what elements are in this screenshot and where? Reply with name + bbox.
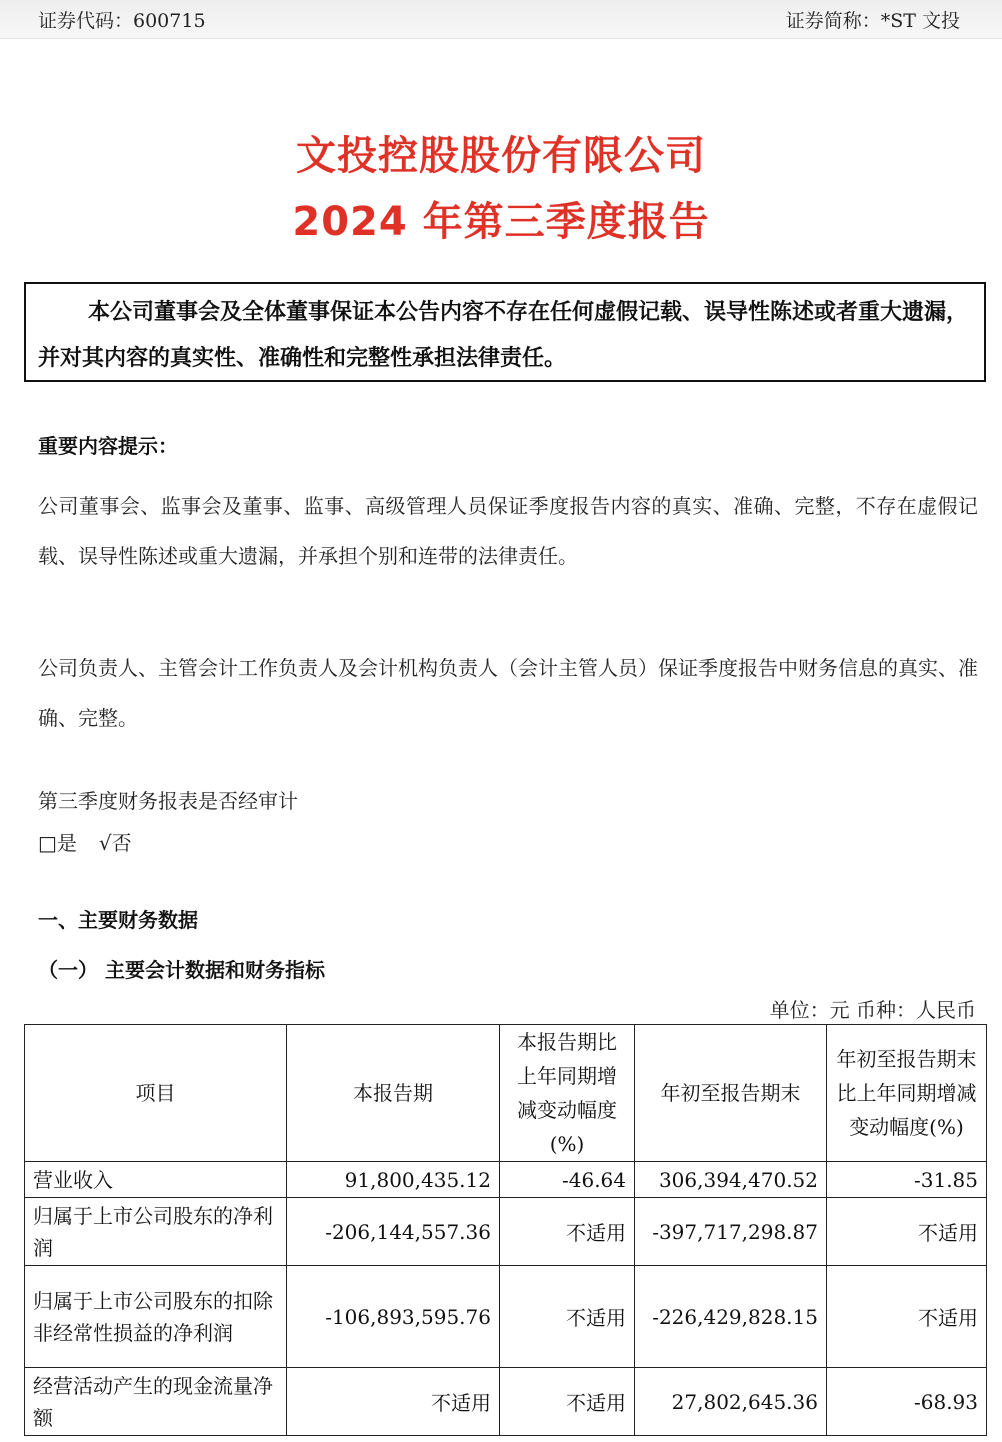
row-current-change: -46.64 [500, 1162, 635, 1198]
section-subheading: （一） 主要会计数据和财务指标 [38, 958, 325, 982]
audit-option-yes: □是 [38, 831, 77, 855]
document-title-report: 2024 年第三季度报告 [292, 199, 710, 245]
row-ytd: 27,802,645.36 [635, 1368, 827, 1436]
row-current: -206,144,557.36 [287, 1198, 500, 1266]
stock-code: 证券代码：600715 [38, 10, 206, 32]
unit-currency-note: 单位：元 币种：人民币 [769, 998, 976, 1022]
row-current: 91,800,435.12 [287, 1162, 500, 1198]
table-row [25, 1198, 987, 1266]
section-heading: 一、主要财务数据 [38, 908, 198, 932]
row-ytd: 306,394,470.52 [635, 1162, 827, 1198]
row-ytd-change: -31.85 [827, 1162, 987, 1198]
row-current-change: 不适用 [500, 1368, 635, 1436]
col-header-ytd: 年初至报告期末 [635, 1025, 827, 1162]
document-title-company: 文投控股股份有限公司 [296, 133, 706, 179]
row-item: 营业收入 [25, 1162, 287, 1198]
col-header-item: 项目 [25, 1025, 287, 1162]
stock-abbreviation: 证券简称：*ST 文投 [785, 10, 960, 32]
important-paragraph-2: 公司负责人、主管会计工作负责人及会计机构负责人（会计主管人员）保证季度报告中财务信息的真实、准确、完整。 [38, 656, 978, 730]
audit-options [38, 818, 978, 868]
table-row [25, 1266, 987, 1368]
row-current-change: 不适用 [500, 1266, 635, 1368]
important-notice-heading: 重要内容提示： [38, 434, 178, 458]
row-ytd-change: -68.93 [827, 1368, 987, 1436]
col-header-ytd-change: 年初至报告期末比上年同期增减变动幅度(%) [827, 1025, 987, 1162]
row-current: -106,893,595.76 [287, 1266, 500, 1368]
financial-data-table [24, 1024, 987, 1436]
table-header-row [25, 1025, 987, 1162]
col-header-current-change: 本报告期比上年同期增减变动幅度(%) [500, 1025, 635, 1162]
row-item: 归属于上市公司股东的净利润 [25, 1198, 287, 1266]
important-paragraph-1: 公司董事会、监事会及董事、监事、高级管理人员保证季度报告内容的真实、准确、完整，不存在虚假记载、误导性陈述或重大遗漏，并承担个别和连带的法律责任。 [38, 494, 978, 568]
row-ytd: -397,717,298.87 [635, 1198, 827, 1266]
row-current-change: 不适用 [500, 1198, 635, 1266]
audit-question: 第三季度财务报表是否经审计 [38, 789, 298, 813]
row-ytd-change: 不适用 [827, 1198, 987, 1266]
row-ytd: -226,429,828.15 [635, 1266, 827, 1368]
row-item: 归属于上市公司股东的扣除非经常性损益的净利润 [25, 1266, 287, 1368]
audit-option-no: √否 [98, 831, 132, 855]
row-current: 不适用 [287, 1368, 500, 1436]
table-row [25, 1368, 987, 1436]
table-row [25, 1162, 987, 1198]
board-guarantee-notice: 本公司董事会及全体董事保证本公告内容不存在任何虚假记载、误导性陈述或者重大遗漏，并对其内容的真实性、准确性和完整性承担法律责任。 [24, 282, 986, 382]
row-ytd-change: 不适用 [827, 1266, 987, 1368]
row-item: 经营活动产生的现金流量净额 [25, 1368, 287, 1436]
col-header-current-period: 本报告期 [287, 1025, 500, 1162]
